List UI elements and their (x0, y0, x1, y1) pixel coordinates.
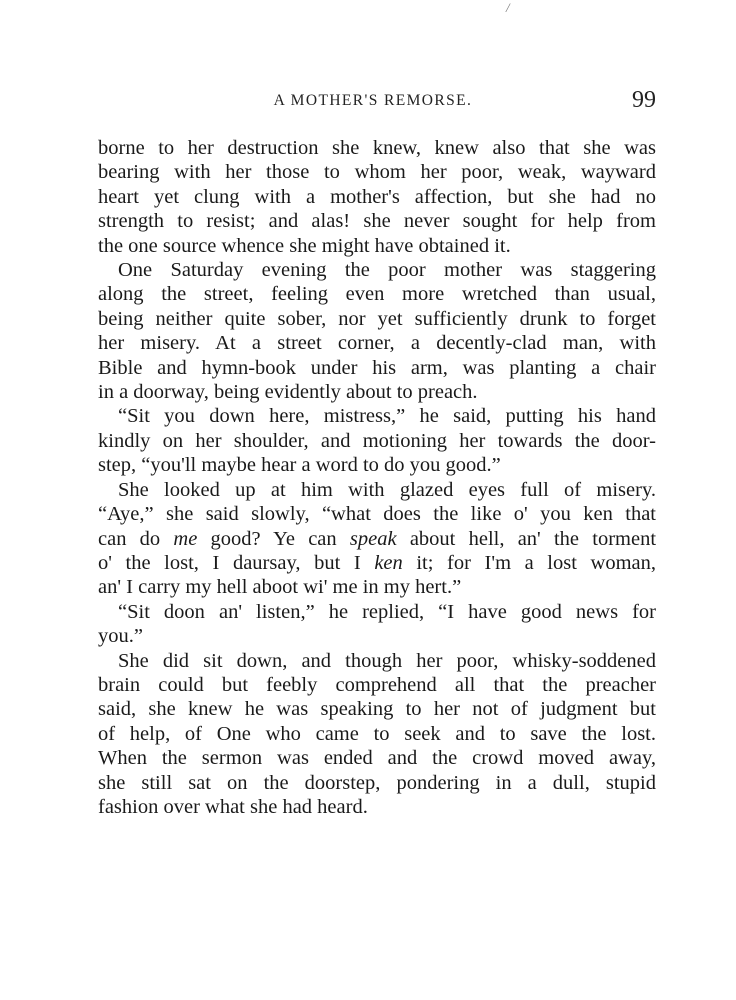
text-line: heart yet clung with a mother's affection, but she had no (98, 185, 656, 208)
text-line: When the sermon was ended and the crowd moved away, (98, 747, 656, 770)
text-line (98, 551, 656, 575)
text-line: step, “you'll maybe hear a word to do you good.” (98, 454, 501, 477)
text-line: in a doorway, being evidently about to preach. (98, 381, 478, 404)
paragraph-3 (98, 404, 656, 477)
emphasis-text: me (173, 527, 198, 550)
text-line: of help, of One who came to seek and to save the lost. (98, 722, 656, 745)
text-line: She did sit down, and though her poor, whisky-soddened (118, 649, 656, 672)
text-line: the one source whence she might have obtained it. (98, 234, 511, 257)
page-header (98, 86, 656, 116)
text-line: “Aye,” she said slowly, “what does the like o' you ken that (98, 503, 656, 526)
text-run: can do (98, 527, 174, 550)
paragraph-4 (98, 478, 656, 600)
page-number: 99 (632, 87, 656, 113)
text-run: o' the lost, I daursay, but I (98, 551, 375, 574)
paragraph-1 (98, 136, 656, 258)
emphasis-text: ken (374, 551, 403, 574)
text-line: you.” (98, 625, 143, 648)
text-line: bearing with her those to whom her poor, weak, wayward (98, 161, 656, 184)
paragraph-2 (98, 258, 656, 404)
text-line: being neither quite sober, nor yet sufficiently drunk to forget (98, 307, 656, 330)
emphasis-text: speak (349, 527, 397, 550)
text-line: She looked up at him with glazed eyes full of misery. (118, 478, 656, 501)
paragraph-6 (98, 649, 656, 820)
text-line: said, she knew he was speaking to her not of judgment but (98, 698, 656, 721)
margin-mark: / (506, 0, 510, 15)
text-line: she still sat on the doorstep, pondering in a dull, stupid (98, 771, 656, 794)
text-line: “Sit doon an' listen,” he replied, “I have good news for (118, 600, 656, 623)
text-line (98, 527, 656, 551)
text-run: it; for I'm a lost woman, (402, 551, 656, 574)
text-line: borne to her destruction she knew, knew also that she was (98, 137, 656, 159)
text-line: Bible and hymn-book under his arm, was planting a chair (98, 356, 656, 379)
text-run: good? Ye can (197, 527, 350, 550)
text-line: an' I carry my hell aboot wi' me in my hert.” (98, 576, 462, 599)
text-run: about hell, an' the torment (396, 527, 657, 550)
text-line: brain could but feebly comprehend all that the preacher (98, 673, 656, 696)
text-line: kindly on her shoulder, and motioning her towards the door- (98, 429, 656, 452)
text-line: One Saturday evening the poor mother was staggering (118, 259, 656, 282)
paragraph-5 (98, 600, 656, 649)
running-title: A MOTHER'S REMORSE. (273, 92, 473, 109)
body-text (98, 136, 656, 819)
text-line: strength to resist; and alas! she never sought for help from (98, 210, 656, 233)
text-line: along the street, feeling even more wretched than usual, (98, 283, 656, 306)
text-line: “Sit you down here, mistress,” he said, putting his hand (118, 405, 656, 428)
text-line: her misery. At a street corner, a decently-clad man, with (98, 332, 656, 355)
text-line: fashion over what she had heard. (98, 795, 368, 818)
